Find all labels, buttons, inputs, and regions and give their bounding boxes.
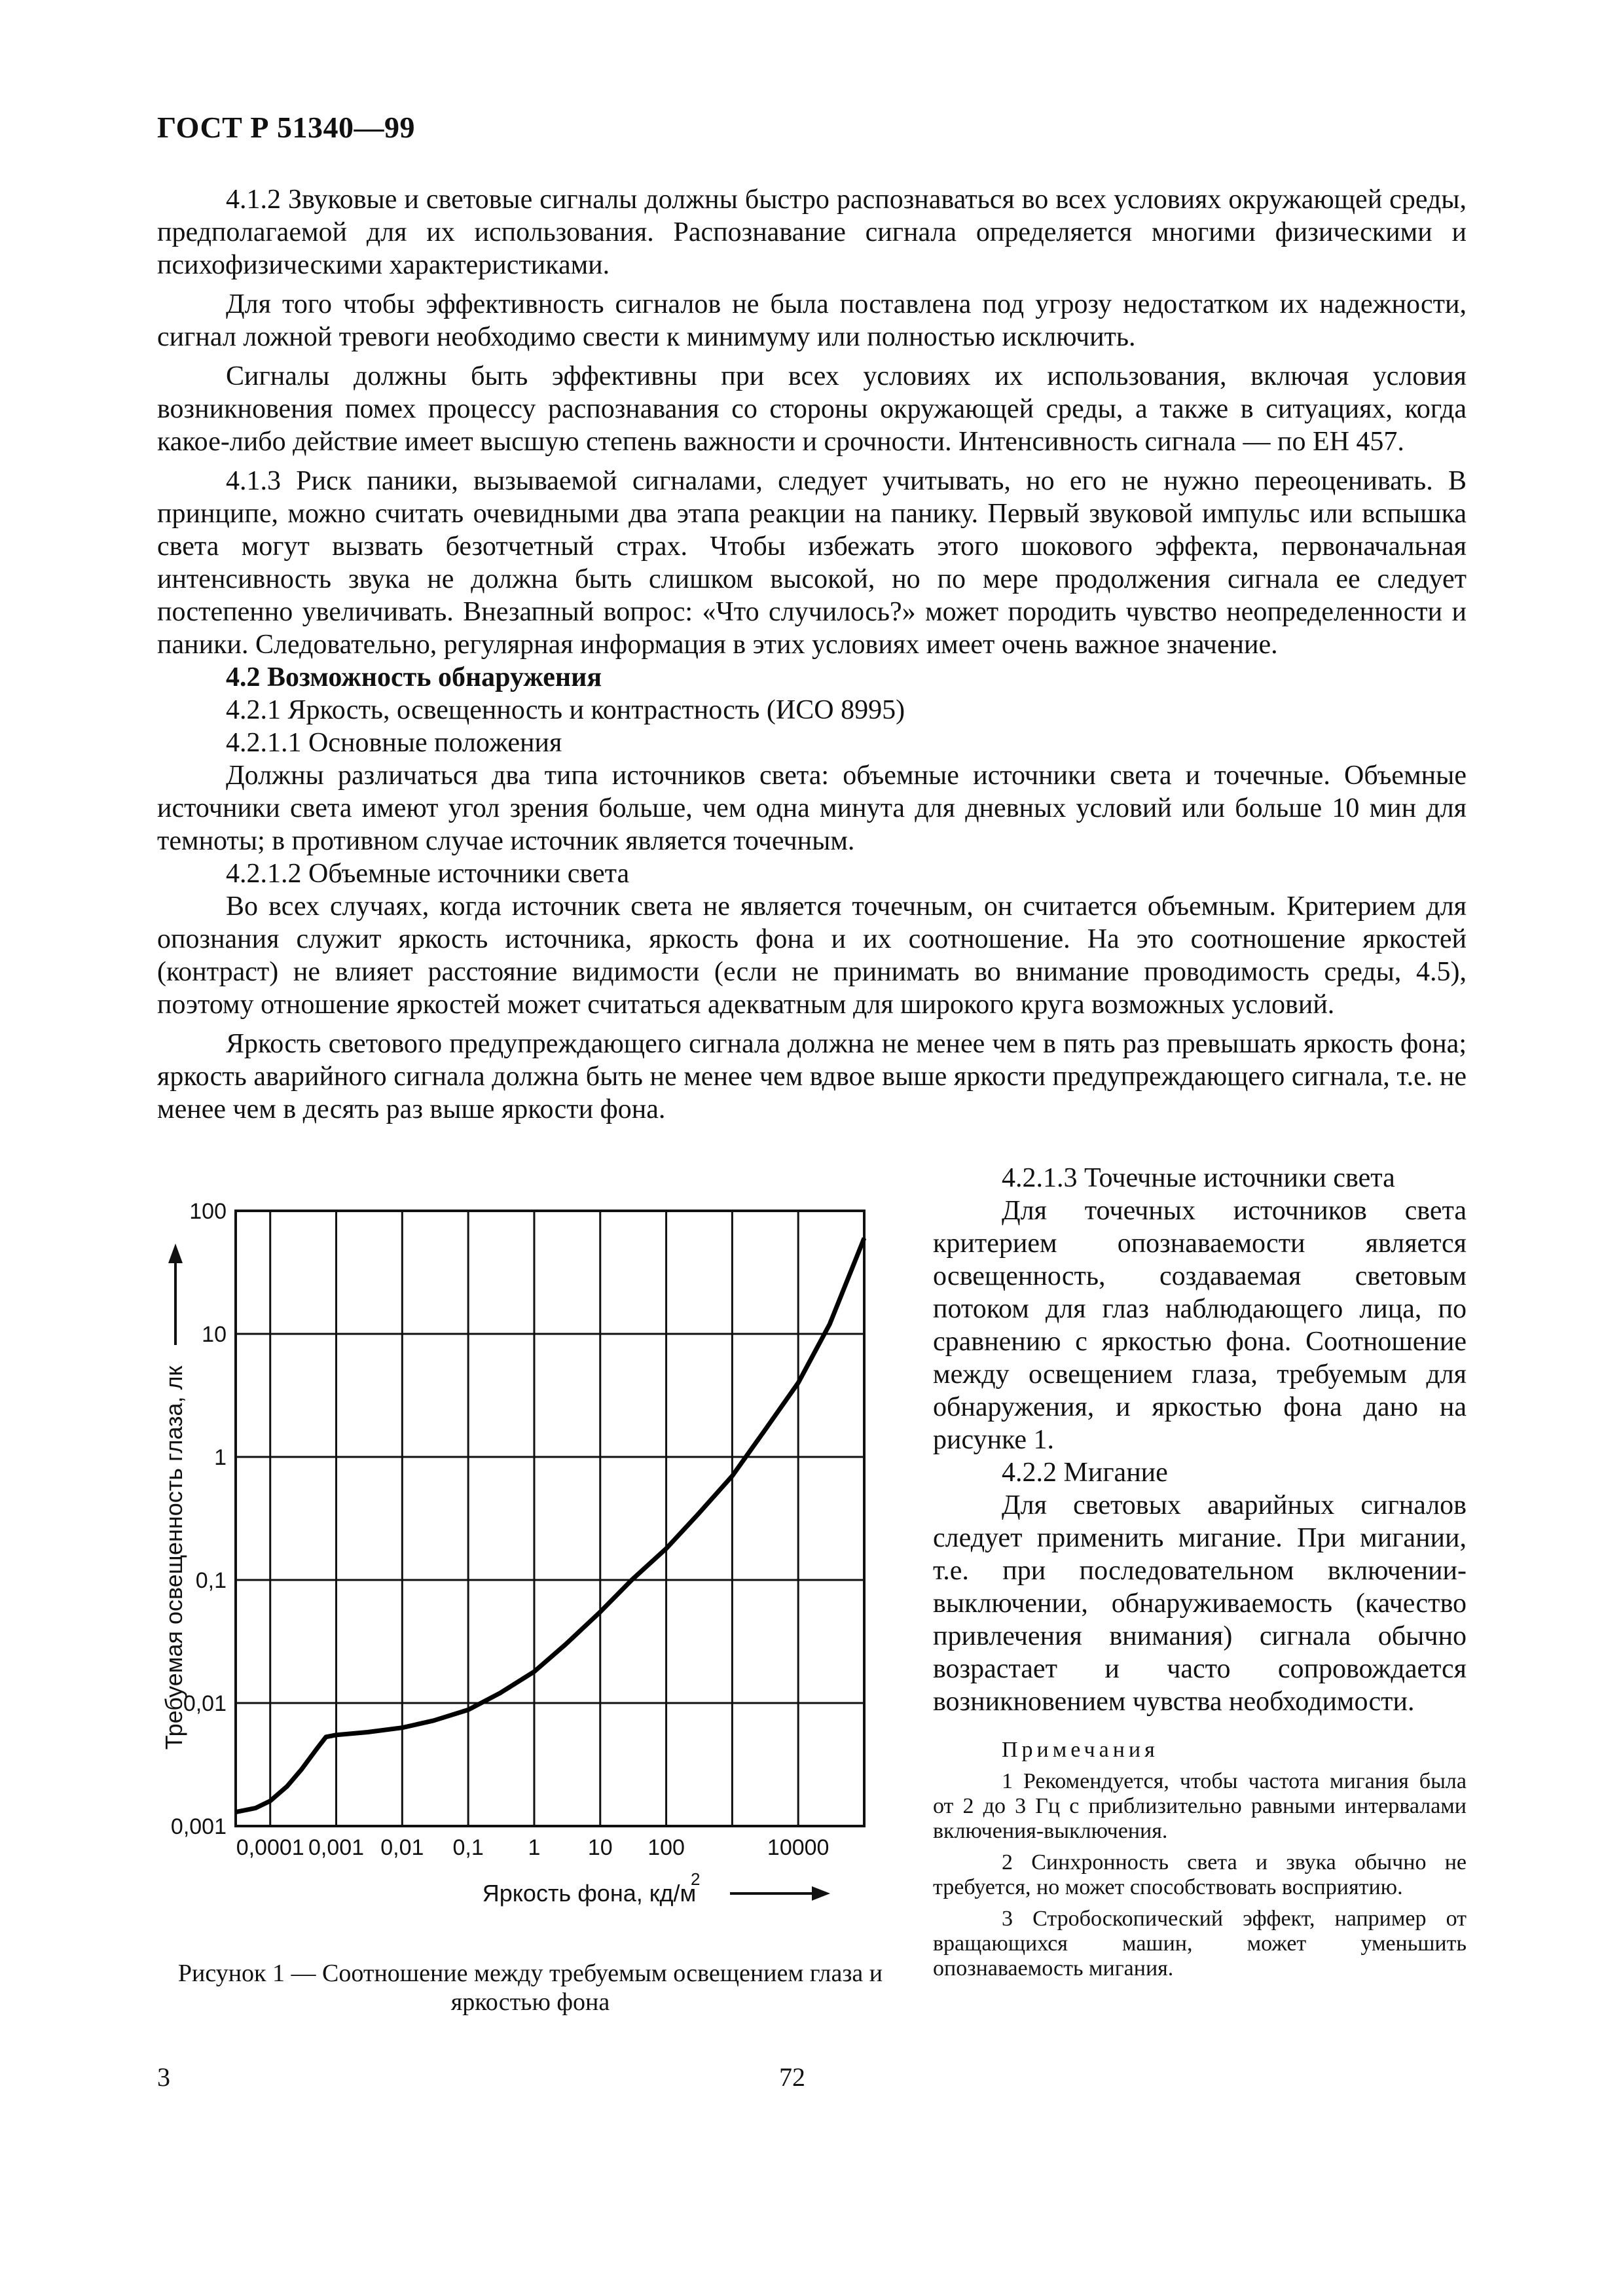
x-tick-label: 0,1 [452, 1835, 484, 1860]
data-curve [236, 1238, 864, 1812]
paragraph-light-source-types: Должны различаться два типа источников света: объемные источники света и точечные. Объемные источники света имеют угол зрения больше, чем одна минута для дневных условий или больше 10 мин для темноты; в противном случае источник является точечным. [157, 761, 1467, 856]
notes-block [933, 1738, 1467, 1981]
subsection-heading-4-2-2: 4.2.2 Мигание [1002, 1458, 1168, 1488]
y-tick-label: 10 [202, 1322, 227, 1347]
x-tick-label: 100 [647, 1835, 685, 1860]
right-column-text [933, 1162, 1467, 1981]
note-item-1: 1 Рекомендуется, чтобы частота мигания была от 2 до 3 Гц с приблизительно равными интервалами включения-выключения. [933, 1769, 1467, 1843]
chart-svg [157, 1191, 903, 1950]
y-tick-label: 0,1 [195, 1568, 227, 1593]
notes-title: Примечания [1002, 1738, 1159, 1762]
document-code-header: ГОСТ Р 51340—99 [157, 111, 415, 144]
plot-frame [236, 1211, 864, 1826]
x-tick-label: 0,01 [380, 1835, 424, 1860]
page-number-center: 72 [779, 2062, 805, 2092]
paragraph-point-sources: Для точечных источников света критерием опознаваемости является освещенность, создаваемая световым потоком для глаз наблюдающего лица, по сравнению с яркостью фона. Соотношение между освещением глаза, требуемым для обнаружения, и яркостью фона дано на рисунке 1. [933, 1196, 1467, 1455]
page-number-left: 3 [157, 2062, 170, 2092]
paragraph-volume-sources: Во всех случаях, когда источник света не является точечным, он считается объемным. Критерием для опознания служит яркость источника, яркость фона и их соотношение. На это соотношение яркостей (контраст) не влияет расстояние видимости (если не принимать во внимание проводимость среды, 4.5), поэтому отношение яркостей может считаться адекватным для широкого круга возможных условий. [157, 891, 1467, 1020]
paragraph-4-1-2: 4.1.2 Звуковые и световые сигналы должны быстро распознаваться во всех условиях окружающей среды, предполагаемой для их использования. Распознавание сигнала определяется многими физическими и психофизическими характеристиками. [157, 185, 1467, 280]
x-axis-arrow-head [812, 1886, 830, 1901]
y-axis-label: Требуемая освещенность глаза, лк [160, 1365, 187, 1750]
paragraph-false-alarm: Для того чтобы эффективность сигналов не была поставлена под угрозу недостатком их надежности, сигнал ложной тревоги необходимо свести к минимуму или полностью исключить. [157, 289, 1467, 352]
x-tick-label: 0,001 [308, 1835, 365, 1860]
main-body-text [157, 183, 1467, 1126]
figure-1-chart [157, 1191, 903, 1996]
x-tick-label: 1 [528, 1835, 541, 1860]
subsection-heading-4-2-1-1: 4.2.1.1 Основные положения [226, 728, 562, 758]
paragraph-signal-efficiency: Сигналы должны быть эффективны при всех условиях их использования, включая условия возникновения помех процессу распознавания со стороны окружающей среды, а также в ситуациях, когда какое-либо действие имеет высшую степень важности и срочности. Интенсивность сигнала — по ЕН 457. [157, 361, 1467, 457]
x-axis-label: Яркость фона, кд/м [482, 1880, 697, 1907]
y-tick-label: 0,001 [170, 1814, 227, 1839]
paragraph-4-1-3: 4.1.3 Риск паники, вызываемой сигналами, следует учитывать, но его не нужно переоценивать. В принципе, можно считать очевидными два этапа реакции на панику. Первый звуковой импульс или вспышка света могут вызвать безотчетный страх. Чтобы избежать этого шокового эффекта, первоначальная интенсивность звука не должна быть слишком высокой, но по мере продолжения сигнала ее следует постепенно увеличивать. Внезапный вопрос: «Что случилось?» может породить чувство неопределенности и паники. Следовательно, регулярная информация в этих условиях имеет очень важное значение. [157, 466, 1467, 660]
paragraph-warning-brightness: Яркость светового предупреждающего сигнала должна не менее чем в пять раз превышать яркость фона; яркость аварийного сигнала должна быть не менее чем вдвое выше яркости предупреждающего сигнала, т.е. не менее чем в десять раз выше яркости фона. [157, 1029, 1467, 1124]
y-tick-label: 1 [214, 1445, 227, 1470]
note-item-2: 2 Синхронность света и звука обычно не требуется, но может способствовать восприятию. [933, 1850, 1467, 1899]
figure-caption: Рисунок 1 — Соотношение между требуемым освещением глаза и яркостью фона [177, 1960, 883, 2016]
y-axis-arrow-head [168, 1244, 183, 1263]
subsection-heading-4-2-1: 4.2.1 Яркость, освещенность и контрастность (ИСО 8995) [226, 695, 905, 725]
note-item-3: 3 Стробоскопический эффект, например от вращающихся машин, может уменьшить опознаваемость мигания. [933, 1907, 1467, 1981]
x-tick-label: 0,0001 [236, 1835, 304, 1860]
subsection-heading-4-2-1-2: 4.2.1.2 Объемные источники света [226, 859, 630, 889]
y-tick-label: 0,01 [183, 1691, 227, 1716]
paragraph-flashing: Для световых аварийных сигналов следует применить мигание. При мигании, т.е. при последовательном включении-выключении, обнаруживаемость (качество привлечения внимания) сигнала обычно возрастает и часто сопровождается возникновением чувства необходимости. [933, 1490, 1467, 1717]
x-tick-label: 10000 [767, 1835, 830, 1860]
section-heading-4-2: 4.2 Возможность обнаружения [226, 662, 602, 692]
subsection-heading-4-2-1-3: 4.2.1.3 Точечные источники света [1002, 1163, 1395, 1193]
x-axis-label-superscript: 2 [691, 1869, 701, 1889]
y-tick-label: 100 [189, 1199, 227, 1224]
x-tick-label: 10 [587, 1835, 613, 1860]
